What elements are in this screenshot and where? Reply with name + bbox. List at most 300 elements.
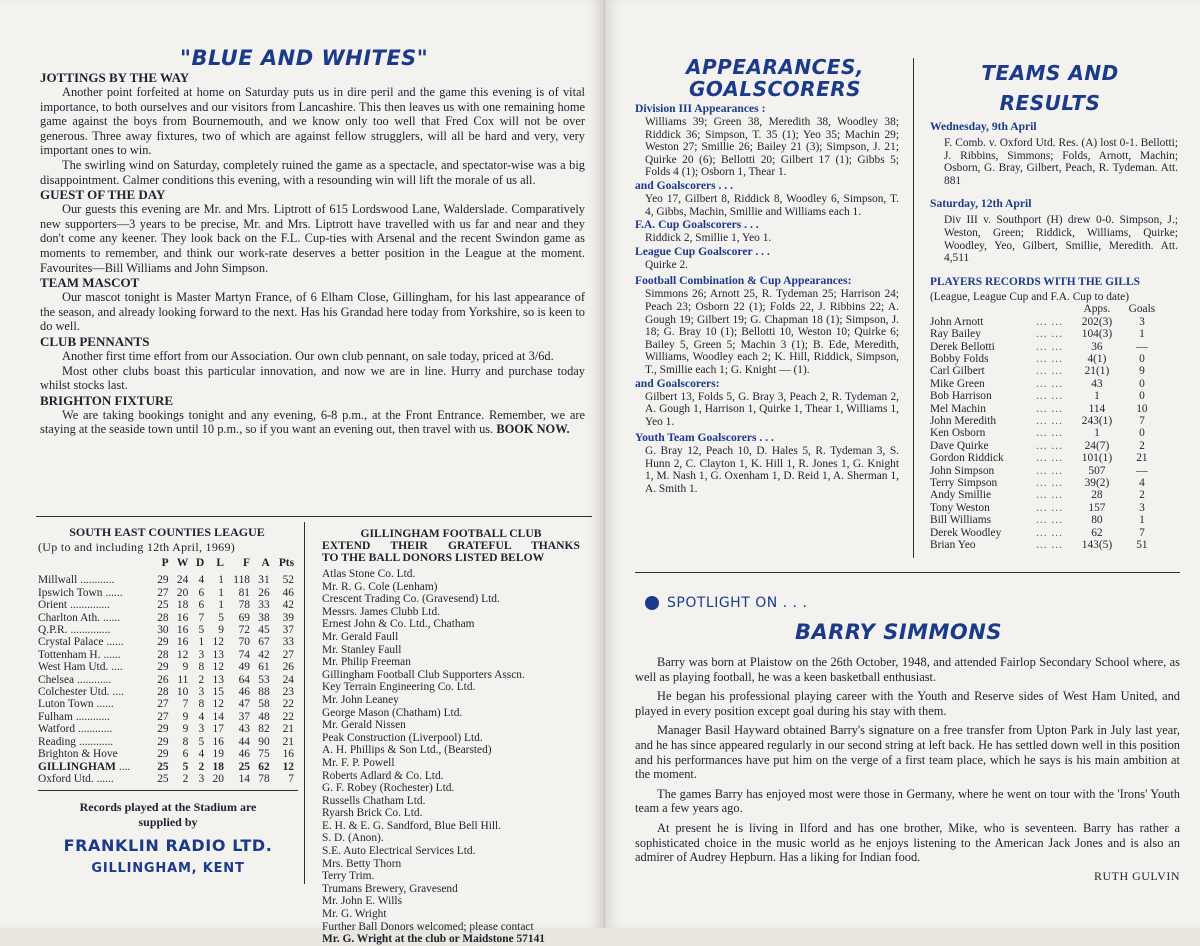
donor-name: Mr. John Leaney — [322, 693, 399, 706]
league-cell-d: 3 — [198, 686, 205, 699]
spotlight-bullet-icon — [645, 596, 659, 610]
league-cell-p: 27 — [157, 710, 169, 723]
leader-dots: ... ... — [1036, 526, 1063, 539]
league-cell-l: 19 — [212, 748, 224, 761]
league-cell-l: 20 — [212, 772, 224, 785]
player-goals: 2 — [1139, 489, 1145, 502]
spotlight-paragraph-5: At present he is living in Ilford and has one brother, Mike, who is seventeen. Barry has rather a sophisticated choice in the music world as he enjoys listening to the American Jack Jones and is also an admirer of Audrey Hepburn. Has a liking for Indian food. — [635, 820, 1180, 865]
player-apps: 507 — [1088, 464, 1106, 477]
div3-goals-heading: and Goalscorers . . . — [635, 178, 734, 192]
spotlight-article — [635, 655, 1180, 884]
left-article — [40, 70, 585, 437]
league-team — [38, 723, 149, 735]
league-cell-w: 16 — [176, 636, 189, 649]
records-top-rule — [38, 790, 298, 791]
player-name: Mike Green — [930, 377, 985, 390]
team-name: Ipswich Town — [38, 586, 103, 599]
player-row — [930, 328, 1159, 340]
player-apps: 24(7) — [1084, 439, 1110, 452]
leader-dots: ... ... — [1036, 427, 1063, 440]
leader-dots: ... ... — [1036, 514, 1063, 527]
league-row — [38, 636, 294, 648]
donor-name: Trumans Brewery, Gravesend — [322, 882, 458, 895]
league-cell-f: 44 — [238, 735, 250, 748]
jottings-paragraph-1: Another point forfeited at home on Saturday puts us in dire peril and the game this evening is of vital importance, to both ourselves and our visitors from Lancashire. This then leaves us with one remaining home game against the boys from Bournemouth, and we know only too well that Fred Cox will not be over generous. Three away fixtures, two of which are against fellow strugglers, will all be hard and very, very important ones to win. — [40, 85, 585, 158]
col-header-l: L — [216, 557, 224, 569]
players-records-heading: PLAYERS RECORDS WITH THE GILLS — [930, 275, 1140, 288]
league-cell-a: 67 — [258, 636, 270, 649]
league-cell-p: 29 — [157, 748, 169, 761]
league-cup-text: Quirke 2. — [645, 258, 689, 271]
player-goals: — — [1136, 340, 1148, 353]
player-name: John Meredith — [930, 415, 997, 427]
horizontal-rule-left — [36, 516, 592, 517]
team-name: Oxford Utd. — [38, 772, 94, 785]
col-header-goals: Goals — [1128, 303, 1156, 316]
donor-name: Key Terrain Engineering Co. Ltd. — [322, 681, 476, 694]
donors-footer: Mr. G. Wright at the club or Maidstone 57141 — [322, 933, 545, 946]
team-leader-dots: ............ — [80, 574, 115, 587]
appearances-block — [635, 102, 899, 496]
wednesday-result — [930, 137, 1178, 187]
spotlight-paragraph-3: Manager Basil Hayward obtained Barry's signature on a free transfer from Upton Park in July last year, and he has since appeared regularly in our second string at left back. He has settled down well in this position and his performances have put him on the verge of a first team place, which he says is his main ambition at the moment. — [635, 723, 1180, 782]
league-cell-p: 25 — [157, 760, 169, 773]
league-team — [38, 661, 149, 673]
donor-name: Ernest John & Co. Ltd., Chatham — [322, 618, 475, 631]
league-row — [38, 661, 294, 673]
donor-name: Ryarsh Brick Co. Ltd. — [322, 807, 423, 820]
league-header-row — [38, 557, 294, 569]
player-name: Gordon Riddick — [930, 452, 1004, 465]
league-table-block — [38, 525, 296, 785]
appearances-title-line-2: GOALSCORERS — [688, 77, 862, 101]
league-cell-l: 5 — [218, 611, 224, 624]
player-apps: 202(3) — [1081, 315, 1113, 328]
player-goals: — — [1136, 464, 1148, 477]
player-apps: 43 — [1091, 377, 1103, 390]
blue-and-whites-title: "BLUE AND WHITES" — [180, 46, 429, 70]
league-cell-w: 9 — [182, 723, 189, 736]
league-team — [38, 649, 149, 661]
guest-heading: GUEST OF THE DAY — [40, 187, 166, 203]
teams-title-line-2: RESULTS — [999, 91, 1101, 115]
league-team — [38, 624, 149, 636]
league-cell-d: 2 — [198, 673, 205, 686]
league-team — [38, 636, 149, 648]
donor-name: Mr. F. P. Powell — [322, 756, 395, 769]
league-cell-d: 5 — [198, 624, 205, 637]
league-cell-w: 12 — [176, 648, 189, 661]
book-now-text: BOOK NOW. — [496, 422, 570, 437]
player-apps: 80 — [1091, 514, 1103, 527]
donors-heading-2: EXTEND THEIR GRATEFUL THANKS — [322, 539, 580, 552]
league-team — [38, 599, 149, 611]
league-cell-d: 8 — [198, 661, 205, 674]
league-cell-f: 25 — [238, 760, 250, 773]
donor-name: Mr. Philip Freeman — [322, 656, 411, 669]
player-row — [930, 378, 1159, 390]
player-name: Bobby Folds — [930, 352, 989, 365]
team-name: Brighton & Hove — [38, 748, 118, 761]
league-cell-a: 88 — [258, 686, 270, 699]
leader-dots: ... ... — [1036, 464, 1063, 477]
league-cell-p: 25 — [157, 772, 169, 785]
league-cell-d: 4 — [198, 748, 205, 761]
player-row — [930, 489, 1159, 501]
league-cell-w: 18 — [176, 599, 189, 612]
league-cell-a: 58 — [258, 698, 270, 711]
league-cell-f: 46 — [238, 748, 250, 761]
league-cell-w: 16 — [176, 611, 189, 624]
league-cell-l: 16 — [212, 735, 224, 748]
league-team — [38, 587, 149, 599]
leader-dots: ... ... — [1036, 365, 1063, 378]
col-header-d: D — [195, 557, 205, 569]
fa-cup-heading: F.A. Cup Goalscorers . . . — [635, 218, 759, 232]
league-team — [38, 698, 149, 710]
league-team — [38, 612, 149, 624]
league-cell-p: 25 — [157, 599, 169, 612]
league-team — [38, 686, 149, 698]
horizontal-rule-right — [635, 572, 1180, 573]
donors-heading-1: GILLINGHAM FOOTBALL CLUB — [360, 527, 542, 540]
league-team — [38, 761, 149, 773]
spotlight-label — [645, 595, 807, 611]
player-name: John Simpson — [930, 464, 995, 477]
team-name: Luton Town — [38, 698, 94, 711]
players-header-row — [930, 303, 1159, 315]
col-header-w: W — [176, 557, 189, 569]
team-leader-dots: ...... — [96, 698, 114, 711]
team-leader-dots: .............. — [70, 599, 110, 612]
league-cell-p: 28 — [157, 611, 169, 624]
league-cell-f: 74 — [238, 648, 250, 661]
league-cell-l: 1 — [218, 586, 224, 599]
league-row — [38, 674, 294, 686]
league-cell-pts: 39 — [282, 611, 294, 624]
team-leader-dots: ............ — [78, 735, 114, 748]
leader-dots: ... ... — [1036, 439, 1063, 452]
league-table — [38, 557, 294, 785]
league-cell-p: 29 — [157, 636, 169, 649]
league-cell-pts: 27 — [282, 648, 294, 661]
leader-dots: ... ... — [1036, 501, 1063, 514]
player-apps: 101(1) — [1081, 452, 1113, 465]
league-cell-pts: 22 — [282, 710, 294, 723]
spotlight-paragraph-1: Barry was born at Plaistow on the 26th October, 1948, and attended Fairlop Secondary School where, as well as playing football, he was a keen basketball enthusiast. — [635, 655, 1180, 684]
team-leader-dots: .... — [111, 661, 123, 674]
league-title: SOUTH EAST COUNTIES LEAGUE — [69, 525, 265, 539]
players-records-table — [930, 303, 1159, 551]
league-cell-a: 82 — [258, 723, 270, 736]
team-name: GILLINGHAM — [38, 760, 116, 773]
player-goals: 1 — [1139, 514, 1145, 527]
donor-name: A. H. Phillips & Son Ltd., (Bearsted) — [322, 744, 492, 757]
league-cell-w: 9 — [182, 710, 189, 723]
player-row — [930, 465, 1159, 477]
donor-name: Russells Chatham Ltd. — [322, 794, 426, 807]
league-cell-p: 26 — [157, 673, 169, 686]
league-row — [38, 612, 294, 624]
team-name: Orient — [38, 599, 68, 612]
youth-heading: Youth Team Goalscorers . . . — [635, 431, 774, 445]
spotlight-player-name: BARRY SIMMONS — [795, 620, 1002, 644]
franklin-radio-name: FRANKLIN RADIO LTD. — [63, 836, 273, 855]
league-cell-l: 9 — [218, 624, 224, 637]
league-cell-pts: 33 — [282, 636, 294, 649]
right-page — [605, 0, 1200, 928]
league-cell-a: 61 — [258, 661, 270, 674]
saturday-text: Div III v. Southport (H) drew 0-0. Simpson, J.; Weston, Green; Riddick, Williams, Quirke; Woodley, Yeo, Gilbert, Smillie, Meredith. — [944, 214, 1178, 252]
team-leader-dots: ...... — [103, 648, 121, 661]
player-name: Tony Weston — [930, 501, 990, 514]
records-line-2: supplied by — [138, 815, 198, 829]
combination-goals-text: Gilbert 13, Folds 5, G. Bray 3, Peach 2, R. Tydeman 2, A. Gough 1, Harrison 1, Quirke 1, Thear 1, Williams 1, Yeo 1. — [645, 390, 899, 428]
spotlight-label-text: SPOTLIGHT ON . . . — [667, 595, 808, 611]
league-cell-d: 3 — [198, 772, 205, 785]
col-header-p: P — [161, 557, 169, 569]
league-cell-d: 4 — [198, 710, 205, 723]
league-cell-l: 12 — [212, 698, 224, 711]
league-cell-a: 42 — [258, 648, 270, 661]
league-row — [38, 574, 294, 586]
league-cell-d: 1 — [198, 636, 205, 649]
vertical-rule-left — [304, 522, 305, 884]
league-row — [38, 624, 294, 636]
league-cell-f: 69 — [238, 611, 250, 624]
player-goals: 0 — [1139, 390, 1145, 403]
col-header-a: A — [261, 557, 270, 569]
donors-heading-3: TO THE BALL DONORS LISTED BELOW — [322, 551, 545, 564]
league-cell-f: 37 — [238, 710, 250, 723]
player-apps: 114 — [1088, 402, 1106, 415]
team-leader-dots: ...... — [103, 611, 121, 624]
league-cell-a: 78 — [258, 772, 270, 785]
player-row — [930, 365, 1159, 377]
team-name: Watford — [38, 723, 76, 736]
div3-text: Williams 39; Green 38, Meredith 38, Woodley 38; Riddick 36; Simpson, T. 35 (1); Yeo 35; Machin 29; Weston 27; Smillie 26; Bailey 21 (3); Simpson, J. 21; Quirke 20 (6); Bellotti 20; Gilbert 17 (1); Gibbs 5; Folds 4 (1); Osborn 1, Thear 1. — [645, 116, 899, 179]
player-row — [930, 527, 1159, 539]
league-cell-pts: 22 — [282, 698, 294, 711]
player-row — [930, 316, 1159, 328]
player-apps: 4(1) — [1087, 352, 1107, 365]
league-cell-f: 64 — [238, 673, 250, 686]
player-goals: 3 — [1139, 501, 1145, 514]
team-leader-dots: ...... — [105, 586, 123, 599]
team-name: Tottenham H. — [38, 648, 101, 661]
leader-dots: ... ... — [1036, 489, 1063, 502]
team-leader-dots: ............ — [75, 710, 110, 723]
jottings-paragraph-2: The swirling wind on Saturday, completely ruined the game as a spectacle, and spectator-wise was a big disappointment. Calmer conditions this evening, with a resounding win will lift the morale of us all. — [40, 157, 585, 187]
team-leader-dots: ............ — [78, 723, 113, 736]
donor-name: Peak Construction (Liverpool) Ltd. — [322, 731, 483, 744]
league-cell-a: 53 — [258, 673, 270, 686]
player-row — [930, 502, 1159, 514]
wednesday-text: F. Comb. v. Oxford Utd. Res. (A) lost 0-1. Bellotti; J. Ribbins, Simmons; Folds, Arnott, Machin; Osborn, G. Bray, Gilbert, Peach, R. Tydeman. — [944, 137, 1178, 175]
team-name: Crystal Palace — [38, 636, 104, 649]
team-leader-dots: .... — [112, 686, 124, 699]
div3-heading: Division III Appearances : — [635, 102, 766, 115]
teams-title-line-1: TEAMS AND — [981, 61, 1119, 85]
player-row — [930, 353, 1159, 365]
player-goals: 7 — [1139, 526, 1145, 539]
donors-list — [322, 568, 580, 933]
league-cell-a: 33 — [258, 599, 270, 612]
team-leader-dots: ...... — [106, 636, 124, 649]
league-cell-f: 47 — [238, 698, 250, 711]
col-header-apps: Apps. — [1083, 303, 1111, 316]
youth-text: G. Bray 12, Peach 10, D. Hales 5, R. Tydeman 3, S. Hunn 2, C. Clayton 1, K. Hill 1, R. Jones 1, G. Knight 1, M. Nash 1, G. Oxenham 1, D. Reid 1, A. Sherman 1, A. Smith 1. — [645, 445, 899, 496]
player-name: Mel Machin — [930, 402, 986, 415]
league-subtitle: (Up to and including 12th April, 1969) — [38, 540, 236, 554]
league-cell-w: 2 — [182, 772, 189, 785]
league-cell-a: 90 — [258, 735, 270, 748]
brighton-heading: BRIGHTON FIXTURE — [40, 392, 174, 408]
player-name: Ray Bailey — [930, 328, 981, 341]
donor-name: Roberts Adlard & Co. Ltd. — [322, 769, 444, 782]
donor-name: Atlas Stone Co. Ltd. — [322, 568, 416, 580]
guest-paragraph: Our guests this evening are Mr. and Mrs. Liptrott of 615 Lordswood Lane, Walderslade. Comparatively new supporters—3 years to be precise, Mr. and Mrs. Liptrott have travelled with us far and near and they don't come any keener. They look back on the F.L. Cup-ties with Arsenal and the recent Swindon game as moments to remember, and think our work-rate deserves a better position in the League at the moment. Favourites—Bill Williams and John Simpson. — [40, 202, 585, 275]
league-cell-pts: 42 — [282, 599, 294, 612]
player-row — [930, 477, 1159, 489]
player-row — [930, 341, 1159, 353]
league-cell-d: 8 — [198, 698, 205, 711]
donor-name: Messrs. James Clubb Ltd. — [322, 605, 441, 618]
league-cell-a: 31 — [258, 574, 270, 587]
combination-heading: Football Combination & Cup Appearances: — [635, 274, 852, 288]
league-cell-f: 14 — [238, 772, 250, 785]
donor-name: Terry Trim. — [322, 870, 375, 883]
league-row — [38, 587, 294, 599]
donor-name: E. H. & E. G. Sandford, Blue Bell Hill. — [322, 819, 502, 832]
league-cell-p: 27 — [157, 586, 169, 599]
results-block — [930, 120, 1178, 551]
author-name: RUTH GULVIN — [1093, 868, 1180, 883]
player-goals: 2 — [1139, 439, 1145, 452]
team-name: Q.P.R. — [38, 624, 68, 637]
donor-name: Further Ball Donors welcomed; please contact — [322, 920, 534, 933]
franklin-radio-town: GILLINGHAM, KENT — [91, 861, 245, 876]
brighton-text: We are taking bookings tonight and any evening, 6-8 p.m., at the Front Entrance. Remember, we are staying at the seaside town until 10 p.m., so if you want an evening out, then travel with us. — [40, 407, 585, 437]
league-cell-d: 6 — [198, 599, 205, 612]
league-team — [38, 773, 149, 785]
team-name: Reading — [38, 735, 76, 748]
league-body — [38, 574, 294, 785]
league-cell-l: 17 — [212, 723, 224, 736]
leader-dots: ... ... — [1036, 315, 1063, 328]
player-goals: 0 — [1139, 427, 1145, 440]
league-cell-l: 13 — [212, 673, 224, 686]
league-row — [38, 711, 294, 723]
player-apps: 104(3) — [1081, 328, 1113, 341]
saturday-attendance: Att. 4,511 — [944, 239, 1178, 265]
pennants-paragraph-1: Another first time effort from our Association. Our own club pennant, on sale today, priced at 3/6d. — [62, 348, 554, 363]
player-goals: 21 — [1136, 452, 1148, 465]
team-name: Millwall — [38, 574, 78, 587]
league-cell-a: 38 — [258, 611, 270, 624]
player-apps: 21(1) — [1084, 365, 1110, 378]
player-goals: 4 — [1139, 477, 1145, 490]
mascot-paragraph: Our mascot tonight is Master Martyn France, of 6 Elham Close, Gillingham, for his last appearance of the season, and already looking forward to the next. Has his Grandad here today from Yorkshire, so is keen to do well. — [40, 290, 585, 334]
league-cell-d: 4 — [198, 574, 205, 587]
donor-name: Mr. Stanley Faull — [322, 643, 402, 656]
league-cup-heading: League Cup Goalscorer . . . — [635, 244, 770, 258]
player-row — [930, 390, 1159, 402]
spotlight-paragraph-4: The games Barry has enjoyed most were those in Germany, where he went on tour with the 'Irons' Youth team a few years ago. — [635, 786, 1180, 816]
player-name: Derek Woodley — [930, 526, 1002, 539]
league-cell-w: 5 — [182, 760, 189, 773]
team-name: Charlton Ath. — [38, 611, 101, 624]
player-name: Brian Yeo — [930, 539, 976, 552]
donor-name: Mr. John E. Wills — [322, 895, 403, 908]
player-name: Dave Quirke — [930, 439, 989, 452]
ball-donors-block — [322, 528, 580, 946]
teams-title — [925, 58, 1175, 118]
league-cell-pts: 21 — [282, 723, 294, 736]
donor-name: S.E. Auto Electrical Services Ltd. — [322, 845, 476, 858]
team-leader-dots: .............. — [70, 624, 111, 637]
combination-goals-heading: and Goalscorers: — [635, 376, 720, 390]
donor-name: S. D. (Anon). — [322, 832, 384, 845]
player-row — [930, 415, 1159, 427]
brighton-paragraph — [40, 408, 585, 437]
league-cell-w: 24 — [176, 574, 189, 587]
donor-name: G. F. Robey (Rochester) Ltd. — [322, 782, 455, 795]
donor-name: Mrs. Betty Thorn — [322, 857, 402, 870]
records-line-1: Records played at the Stadium are — [79, 800, 257, 814]
league-cell-w: 9 — [182, 661, 189, 674]
league-cell-l: 18 — [212, 760, 224, 773]
donor-name: Mr. Gerald Faull — [322, 630, 399, 643]
league-cell-a: 75 — [258, 748, 270, 761]
pennants-paragraph-2: Most other clubs boast this particular innovation, and now we are in line. Hurry and purchase today whilst stocks last. — [40, 363, 585, 393]
donor-name: Gillingham Football Club Supporters Asscn. — [322, 668, 525, 681]
league-team — [38, 711, 149, 723]
league-row — [38, 736, 294, 748]
league-cell-a: 48 — [258, 710, 270, 723]
league-cell-pts: 46 — [282, 586, 294, 599]
team-leader-dots: ............ — [77, 673, 112, 686]
league-cell-f: 81 — [238, 586, 250, 599]
team-leader-dots: ...... — [96, 772, 114, 785]
league-cell-p: 27 — [157, 698, 169, 711]
league-cell-w: 8 — [182, 735, 189, 748]
player-goals: 0 — [1139, 352, 1145, 365]
league-cell-w: 6 — [182, 748, 189, 761]
league-cell-pts: 37 — [282, 624, 294, 637]
player-name: Ken Osborn — [930, 427, 986, 440]
player-name: John Arnott — [930, 315, 984, 328]
league-cell-l: 1 — [218, 574, 224, 587]
player-name: Carl Gilbert — [930, 365, 985, 378]
leader-dots: ... ... — [1036, 340, 1063, 353]
league-cell-p: 29 — [157, 723, 169, 736]
player-apps: 1 — [1094, 390, 1100, 403]
league-cell-p: 28 — [157, 686, 169, 699]
league-cell-w: 20 — [176, 586, 189, 599]
league-cell-w: 10 — [176, 686, 189, 699]
leader-dots: ... ... — [1036, 477, 1063, 490]
league-cell-f: 72 — [238, 624, 250, 637]
league-cell-f: 49 — [238, 661, 250, 674]
league-cell-pts: 23 — [282, 686, 294, 699]
league-cell-l: 14 — [212, 710, 224, 723]
league-cell-pts: 26 — [282, 661, 294, 674]
players-body — [930, 316, 1159, 552]
league-team — [38, 748, 149, 760]
pennants-heading: CLUB PENNANTS — [40, 333, 150, 349]
leader-dots: ... ... — [1036, 452, 1063, 465]
